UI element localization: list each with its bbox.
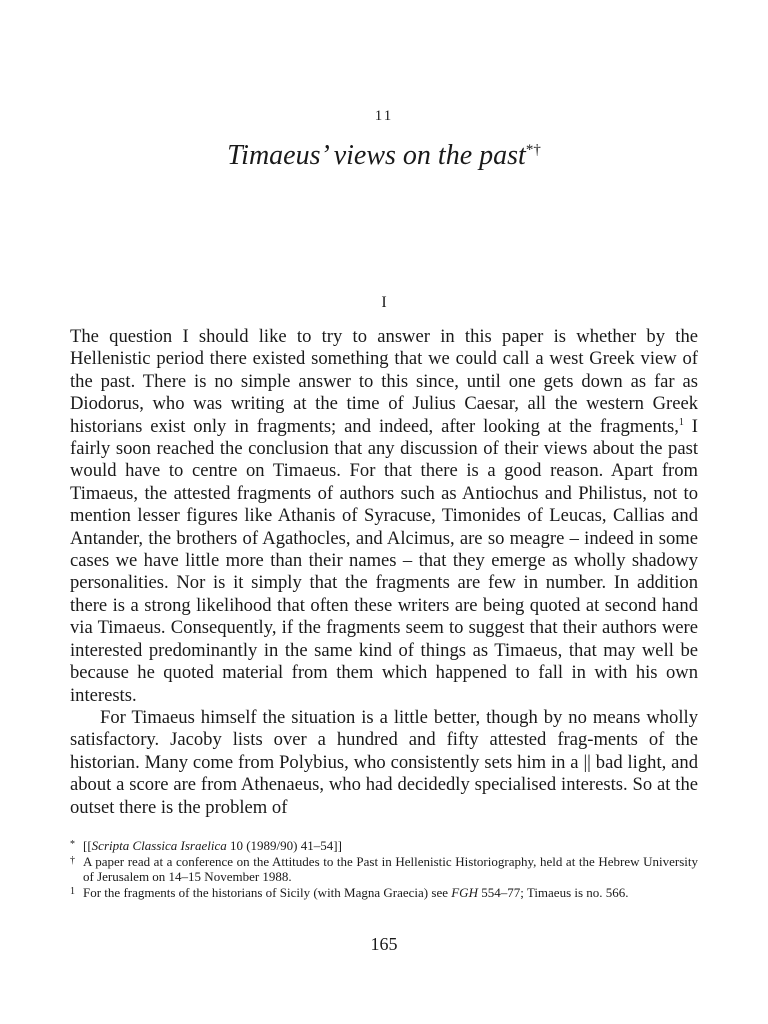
footnote-star-body bbox=[83, 838, 342, 853]
paragraph-1-text-a: The question I should like to try to answer in this paper is whether by the Hellenistic period there existed something that we could call a west Greek view of the past. There is no simple answer to this since, until one gets down as far as Diodorus, who was writing at the time of Julius Caesar, all the western Greek historians exist only in fragments; and indeed, after looking at the fragments, bbox=[70, 326, 698, 437]
footnote-1-text-b: 554–77; Timaeus is no. 566. bbox=[477, 884, 629, 900]
footnote-ref-1[interactable]: 1 bbox=[678, 416, 684, 428]
footnote-star-rest: 10 (1989/90) 41–54]] bbox=[226, 838, 342, 853]
footnote-1-body bbox=[83, 885, 629, 900]
page-number: 165 bbox=[370, 934, 398, 954]
chapter-title bbox=[0, 140, 768, 172]
footnote-1-source: FGH bbox=[451, 884, 478, 900]
footnote-dagger-text: A paper read at a conference on the Attitudes to the Past in Hellenistic Historiography, held at the Hebrew University of Jerusalem on 14–15 November 1988. bbox=[83, 853, 698, 885]
footnote-star-journal: Scripta Classica Israelica bbox=[91, 838, 227, 853]
footnote-dagger-mark: † bbox=[70, 854, 75, 866]
paragraph-2: For Timaeus himself the situation is a little better, though by no means wholly satisfactory. Jacoby lists over a hundred and fifty attested frag-ments of the historian. Many come from Polybius, who consistently sets him in a || bad light, and about a score are from Athenaeus, who had decidedly specialised interests. So at the outset there is the problem of bbox=[70, 706, 698, 818]
footnote-1 bbox=[70, 885, 698, 901]
chapter-title-text: Timaeus’ views on the past bbox=[227, 140, 526, 171]
paragraph-1 bbox=[70, 326, 698, 707]
footnote-1-mark: 1 bbox=[70, 885, 75, 897]
footnote-1-text-a: For the fragments of the historians of Sicily (with Magna Graecia) see bbox=[83, 884, 452, 900]
paragraph-1-text-b: I fairly soon reached the conclusion that any discussion of their views about the past would have to centre on Timaeus. For that there is a good reason. Apart from Timaeus, the attested fragments of authors such as Antiochus and Philistus, not to mention lesser figures like Athanis of Syracuse, Timonides of Leucas, Callias and Antander, the brothers of Agathocles, and Alcimus, are so meagre – indeed in some cases we have little more than their names – that they emerge as wholly shadowy personalities. Nor is it simply that the fragments are few in number. In addition there is a strong likelihood that often these writers are being quoted at second hand via Timaeus. Consequently, if the fragments seem to suggest that their authors were interested predominantly in the same kind of things as Timaeus, that may well be because he quoted material from them which happened to fall in with his own interests. bbox=[70, 415, 698, 706]
section-number: I bbox=[381, 294, 387, 311]
footnote-star bbox=[70, 838, 698, 854]
footnote-star-open: [[ bbox=[83, 838, 92, 853]
footnotes bbox=[70, 838, 698, 900]
footnote-dagger bbox=[70, 854, 698, 885]
title-footnote-marks[interactable]: *† bbox=[525, 142, 541, 158]
footnote-star-mark: * bbox=[70, 839, 75, 850]
chapter-number: 11 bbox=[374, 108, 394, 124]
body-text bbox=[70, 326, 698, 819]
